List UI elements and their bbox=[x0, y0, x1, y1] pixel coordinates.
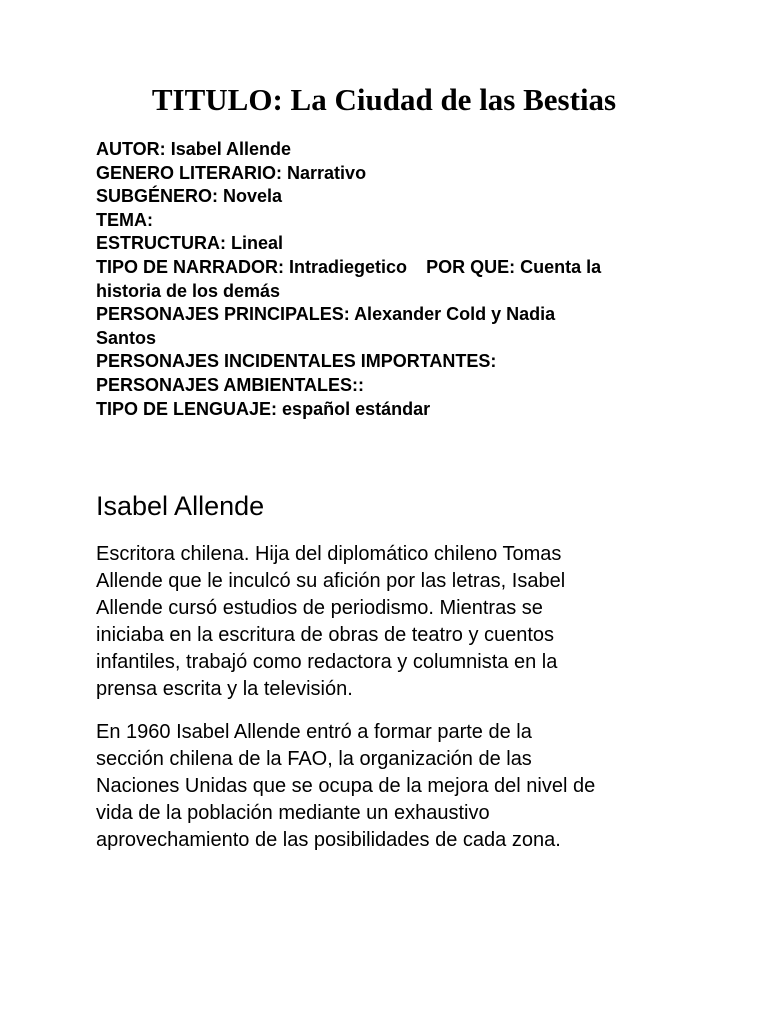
paragraph-line: En 1960 Isabel Allende entró a formar parte de la bbox=[96, 721, 532, 743]
field-genero bbox=[96, 162, 696, 186]
field-principales bbox=[96, 303, 696, 327]
field-value: Alexander Cold y Nadia bbox=[354, 304, 556, 325]
field-label: SUBGÉNERO: bbox=[96, 186, 219, 207]
field-label: TEMA: bbox=[96, 209, 153, 230]
field-label: AUTOR: bbox=[96, 139, 166, 159]
biography-paragraph-1 bbox=[96, 541, 696, 703]
biography-paragraph-2 bbox=[96, 719, 696, 854]
field-value: Narrativo bbox=[287, 162, 367, 183]
paragraph-line: iniciaba en la escritura de obras de teatro y cuentos bbox=[96, 624, 555, 646]
field-value: historia de los demás bbox=[96, 280, 281, 301]
paragraph-line: Allende que le inculcó su afición por las letras, Isabel bbox=[96, 570, 566, 592]
document-title: TITULO: La Ciudad de las Bestias bbox=[151, 82, 617, 117]
field-label: TIPO DE NARRADOR: bbox=[96, 256, 284, 277]
field-label: PERSONAJES INCIDENTALES IMPORTANTES: bbox=[96, 351, 497, 372]
field-label: ESTRUCTURA: bbox=[96, 233, 226, 254]
field-value: Lineal bbox=[231, 233, 284, 254]
field-autor bbox=[96, 138, 696, 162]
paragraph-line: infantiles, trabajó como redactora y columnista en la bbox=[96, 651, 558, 673]
field-label: PERSONAJES AMBIENTALES:: bbox=[96, 374, 365, 395]
field-estructura bbox=[96, 232, 696, 256]
book-info-block bbox=[96, 138, 696, 421]
field-lenguaje bbox=[96, 398, 696, 422]
field-value: Isabel Allende bbox=[170, 139, 292, 159]
field-label: GENERO LITERARIO: bbox=[96, 162, 283, 183]
paragraph-line: Escritora chilena. Hija del diplomático chileno Tomas bbox=[96, 543, 562, 565]
field-por-que-continuation bbox=[96, 280, 696, 304]
paragraph-line: aprovechamiento de las posibilidades de cada zona. bbox=[96, 829, 561, 851]
paragraph-line: Allende cursó estudios de periodismo. Mientras se bbox=[96, 597, 543, 619]
field-incidentales bbox=[96, 350, 696, 374]
field-value: Novela bbox=[223, 186, 283, 207]
field-label: TIPO DE LENGUAJE: bbox=[96, 398, 278, 419]
section-heading: Isabel Allende bbox=[96, 491, 265, 521]
field-value: Cuenta la bbox=[520, 256, 602, 277]
field-tema bbox=[96, 209, 696, 233]
field-value: Santos bbox=[96, 327, 157, 348]
field-label: PERSONAJES PRINCIPALES: bbox=[96, 304, 350, 325]
field-principales-continuation bbox=[96, 327, 696, 351]
field-value: Intradiegetico bbox=[289, 256, 408, 277]
paragraph-line: prensa escrita y la televisión. bbox=[96, 678, 353, 700]
field-label-por-que: POR QUE: bbox=[426, 256, 516, 277]
field-narrador bbox=[96, 256, 696, 280]
field-value: español estándar bbox=[282, 398, 431, 419]
paragraph-line: sección chilena de la FAO, la organización de las bbox=[96, 748, 532, 770]
paragraph-line: vida de la población mediante un exhaustivo bbox=[96, 802, 490, 824]
field-subgenero bbox=[96, 185, 696, 209]
paragraph-line: Naciones Unidas que se ocupa de la mejora del nivel de bbox=[96, 775, 596, 797]
field-ambientales bbox=[96, 374, 696, 398]
